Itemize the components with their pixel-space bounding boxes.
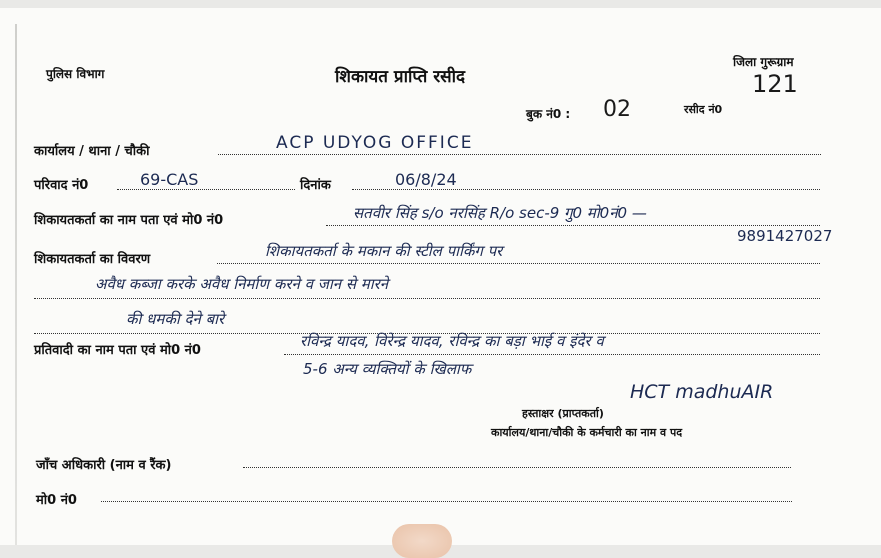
district-label: जिला गुरूग्राम [733, 55, 794, 69]
complaint-number-value: 69-CAS [140, 170, 199, 189]
respondent-line-1: रविन्द्र यादव, विरेन्द्र यादव, रविन्द्र का बड़ा भाई व इंदेर व [300, 332, 604, 350]
receiver-signature: HCT madhuAIR [630, 381, 774, 403]
complainant-phone: 9891427027 [737, 227, 833, 245]
paper-fold [15, 24, 17, 545]
details-label: शिकायतकर्ता का विवरण [34, 252, 151, 267]
respondent-line-2: 5-6 अन्य व्यक्तियों के खिलाफ [303, 360, 472, 378]
book-number-value: 02 [603, 97, 631, 122]
details-line-1: शिकायतकर्ता के मकान की स्टील पार्किंग पर [265, 242, 503, 260]
receipt-number-label: रसीद नं0 [684, 103, 723, 116]
details-line-2: अवैध कब्जा करके अवैध निर्माण करने व जान से मारने [95, 275, 389, 293]
investigating-officer-dotted-line [243, 467, 791, 468]
details-line-3: की धमकी देने बारे [126, 310, 225, 328]
complainant-label: शिकायतकर्ता का नाम पता एवं मो0 नं0 [34, 213, 224, 228]
document-title: शिकायत प्राप्ति रसीद [335, 67, 466, 87]
date-dotted-line [352, 189, 820, 190]
office-label: कार्यालय / थाना / चौकी [34, 144, 150, 159]
receipt-document [0, 8, 881, 545]
district-number: 121 [752, 70, 798, 98]
office-value: ACP UDYOG OFFICE [276, 133, 474, 153]
mobile-dotted-line [101, 501, 792, 502]
details-dotted-line-1 [217, 263, 820, 264]
respondent-dotted-line [284, 354, 820, 355]
respondent-label: प्रतिवादी का नाम पता एवं मो0 नं0 [34, 343, 201, 358]
mobile-label: मो0 नं0 [36, 493, 77, 508]
complainant-value: सतवीर सिंह s/o नरसिंह R/o sec-9 गु0 मो0नं0 — [353, 204, 647, 222]
office-dotted-line [218, 154, 821, 155]
complaint-number-dotted-line [117, 189, 295, 190]
details-dotted-line-2 [34, 298, 820, 299]
complainant-dotted-line [326, 225, 820, 226]
date-label: दिनांक [300, 178, 331, 193]
office-staff-label: कार्यालय/थाना/चौकी के कर्मचारी का नाम व पद [491, 426, 683, 439]
department-name: पुलिस विभाग [46, 67, 105, 81]
signature-label: हस्ताक्षर (प्राप्तकर्ता) [522, 407, 604, 420]
investigating-officer-label: जाँच अधिकारी (नाम व रैंक) [36, 458, 172, 473]
complaint-number-label: परिवाद नं0 [34, 178, 89, 193]
book-number-label: बुक नं0 : [526, 107, 571, 121]
partial-photo-edge [392, 524, 452, 558]
date-value: 06/8/24 [395, 170, 457, 189]
